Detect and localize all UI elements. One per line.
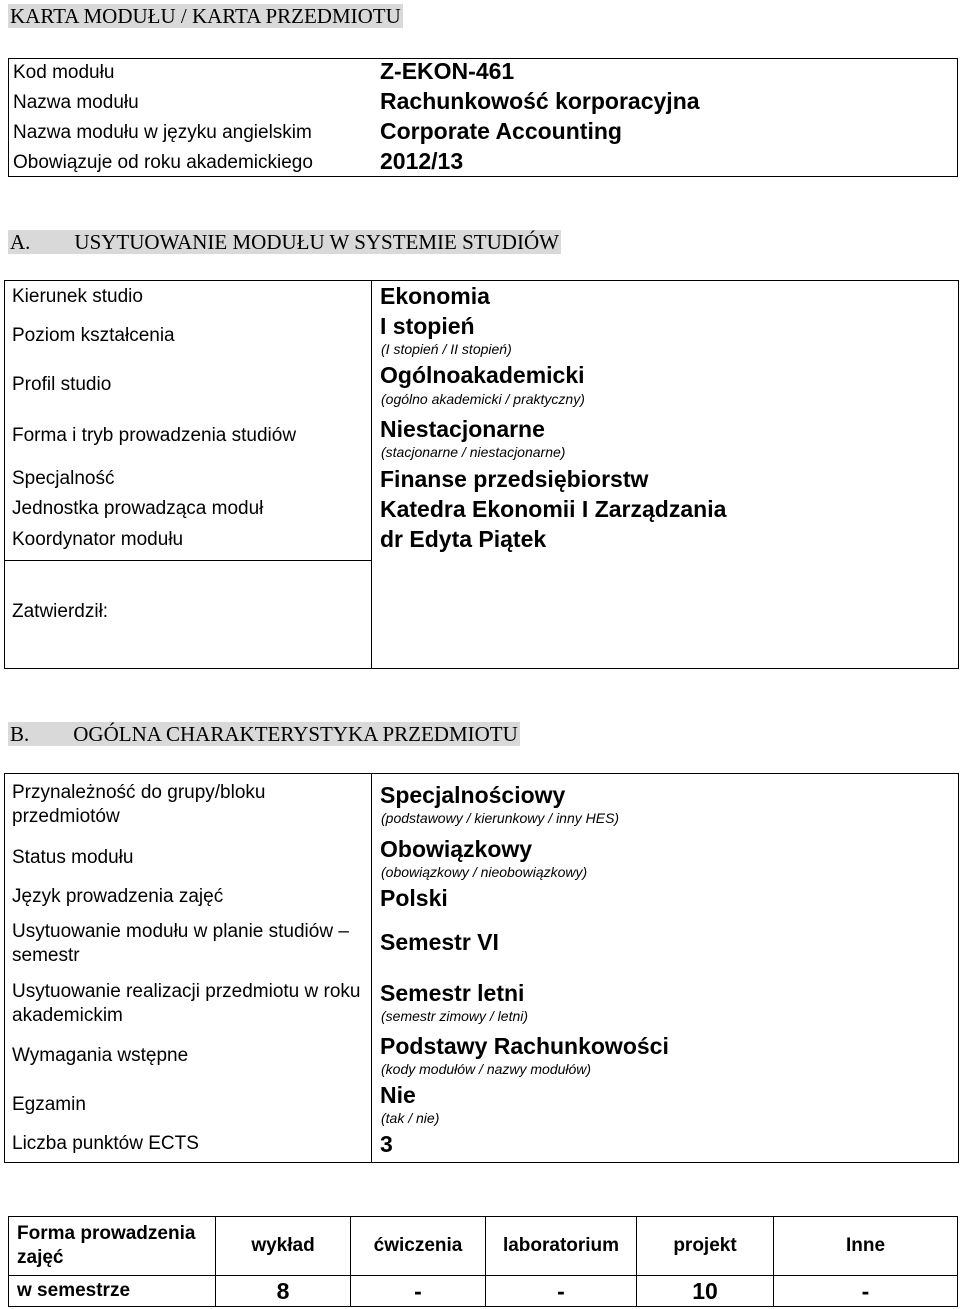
semester-placement-value: Semestr VI	[380, 929, 499, 955]
laboratory-hours: -	[486, 1276, 637, 1307]
module-english-name-label: Nazwa modułu w języku angielskim	[13, 122, 312, 143]
teaching-unit-value: Katedra Ekonomii I Zarządzania	[380, 496, 727, 522]
semester-placement-label: Usytuowanie modułu w planie studiów – semestr	[12, 921, 349, 966]
education-level-label: Poziom kształcenia	[12, 325, 175, 346]
specialization-label: Specjalność	[12, 468, 115, 489]
class-forms-table	[8, 1216, 958, 1307]
field-of-study-value: Ekonomia	[380, 283, 490, 309]
course-group-hint: (podstawowy / kierunkowy / inny HES)	[381, 810, 620, 826]
teaching-unit-label: Jednostka prowadząca moduł	[12, 498, 264, 519]
teaching-language-value: Polski	[380, 885, 448, 911]
module-name-value: Rachunkowość korporacyjna	[380, 88, 700, 114]
study-mode-label: Forma i tryb prowadzenia studiów	[12, 425, 297, 446]
prerequisites-hint: (kody modułów / nazwy modułów)	[381, 1061, 592, 1077]
section-b-title: OGÓLNA CHARAKTERYSTYKA PRZEDMIOTU	[73, 722, 518, 746]
module-status-value: Obowiązkowy	[380, 836, 533, 862]
other-hours: -	[774, 1276, 958, 1307]
ects-value: 3	[380, 1131, 393, 1157]
class-form-header: Forma prowadzenia zajęć	[9, 1217, 216, 1276]
prerequisites-label: Wymagania wstępne	[12, 1045, 189, 1066]
study-mode-hint: (stacjonarne / niestacjonarne)	[381, 444, 566, 460]
study-profile-value: Ogólnoakademicki	[380, 362, 585, 388]
laboratory-header: laboratorium	[486, 1217, 637, 1276]
field-of-study-label: Kierunek studio	[12, 286, 143, 307]
module-status-label: Status modułu	[12, 847, 134, 868]
academic-year-placement-hint: (semestr zimowy / letni)	[381, 1008, 529, 1024]
class-forms-header-row	[9, 1217, 958, 1276]
module-code-value: Z-EKON-461	[380, 58, 515, 84]
section-a-heading	[8, 230, 561, 254]
academic-year-placement-label: Usytuowanie realizacji przedmiotu w roku akademickim	[12, 981, 361, 1026]
study-profile-hint: (ogólno akademicki / praktyczny)	[381, 391, 585, 407]
module-name-label: Nazwa modułu	[13, 92, 139, 113]
study-profile-label: Profil studio	[12, 374, 112, 395]
class-forms-hours-row	[9, 1276, 958, 1307]
module-status-hint: (obowiązkowy / nieobowiązkowy)	[381, 864, 588, 880]
study-mode-value: Niestacjonarne	[380, 416, 545, 442]
exercises-hours: -	[351, 1276, 486, 1307]
per-semester-label: w semestrze	[9, 1276, 216, 1307]
education-level-value: I stopień	[380, 313, 475, 339]
coordinator-value: dr Edyta Piątek	[380, 526, 547, 552]
academic-year-placement-value: Semestr letni	[380, 980, 525, 1006]
valid-from-label: Obowiązuje od roku akademickiego	[13, 152, 313, 173]
exercises-header: ćwiczenia	[351, 1217, 486, 1276]
other-header: Inne	[774, 1217, 958, 1276]
specialization-value: Finanse przedsiębiorstw	[380, 466, 649, 492]
section-a-divider	[371, 280, 372, 669]
section-a-number: A.	[10, 230, 31, 254]
exam-hint: (tak / nie)	[381, 1110, 440, 1126]
section-b-divider	[371, 773, 372, 1163]
coordinator-label: Koordynator modułu	[12, 529, 184, 550]
teaching-language-label: Język prowadzenia zajęć	[12, 886, 224, 907]
exam-label: Egzamin	[12, 1094, 86, 1115]
course-group-label: Przynależność do grupy/bloku przedmiotów	[12, 782, 266, 827]
section-b-number: B.	[10, 722, 30, 746]
page-title: KARTA MODUŁU / KARTA PRZEDMIOTU	[10, 4, 401, 28]
section-a-title: USYTUOWANIE MODUŁU W SYSTEMIE STUDIÓW	[74, 230, 559, 254]
exam-value: Nie	[380, 1082, 416, 1108]
prerequisites-value: Podstawy Rachunkowości	[380, 1033, 669, 1059]
section-b-heading	[8, 722, 520, 746]
section-a-approval-separator	[4, 560, 371, 561]
project-header: projekt	[637, 1217, 774, 1276]
lecture-header: wykład	[216, 1217, 351, 1276]
module-english-name-value: Corporate Accounting	[380, 118, 622, 144]
lecture-hours: 8	[216, 1276, 351, 1307]
module-code-label: Kod modułu	[13, 62, 115, 83]
section-b-box	[4, 773, 959, 1163]
approved-by-label: Zatwierdził:	[12, 601, 109, 622]
valid-from-value: 2012/13	[380, 148, 464, 174]
project-hours: 10	[637, 1276, 774, 1307]
education-level-hint: (I stopień / II stopień)	[381, 341, 512, 357]
course-group-value: Specjalnościowy	[380, 782, 566, 808]
ects-label: Liczba punktów ECTS	[12, 1133, 199, 1154]
